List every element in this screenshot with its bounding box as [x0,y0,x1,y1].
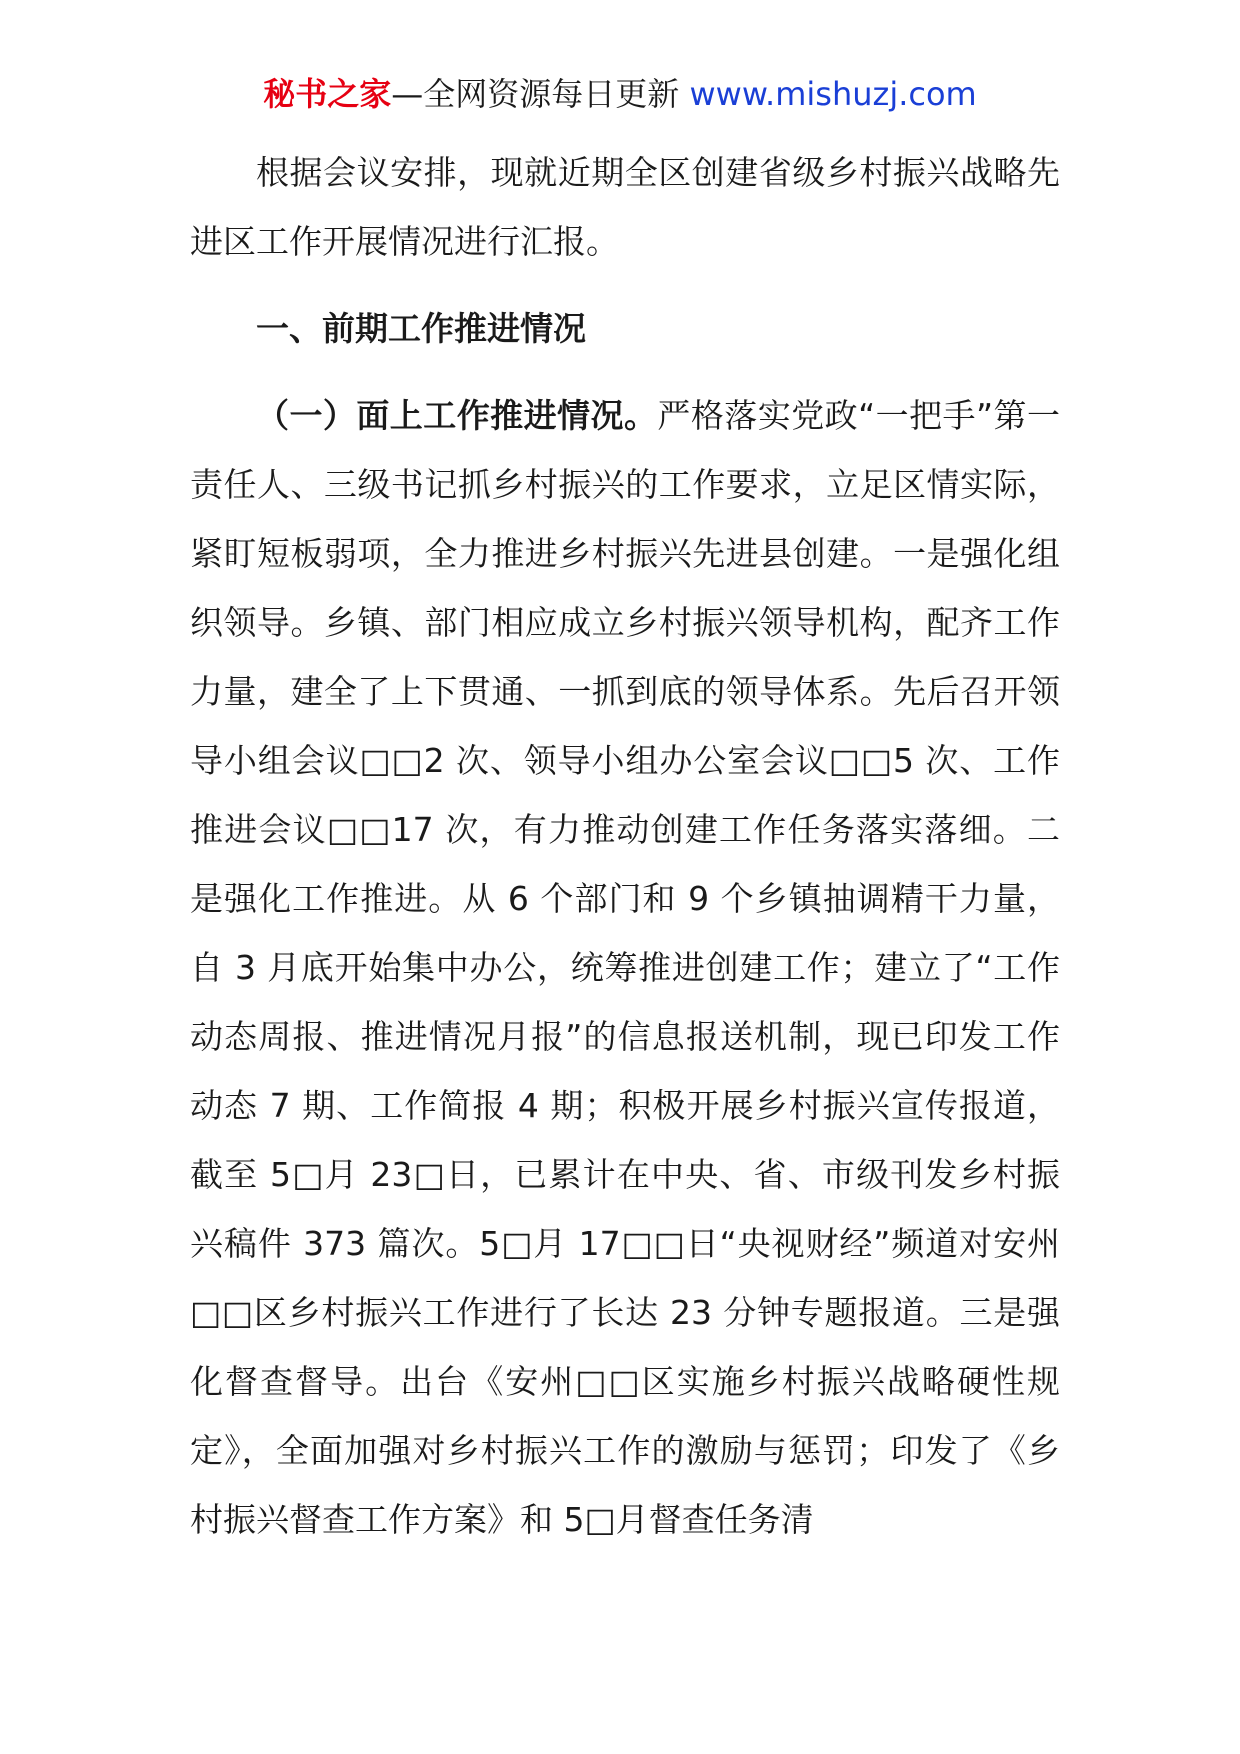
intro-paragraph: 根据会议安排，现就近期全区创建省级乡村振兴战略先进区工作开展情况进行汇报。 [190,153,1060,261]
document-body [190,138,1060,1554]
subsection-paragraph [190,381,1060,1554]
site-header [0,70,1240,118]
subsection-heading: （一）面上工作推进情况。 [256,396,658,435]
subsection-body: 严格落实党政“一把手”第一责任人、三级书记抓乡村振兴的工作要求，立足区情实际，紧盯短板弱项，全力推进乡村振兴先进县创建。一是强化组织领导。乡镇、部门相应成立乡村振兴领导机构，配齐工作力量，建全了上下贯通、一抓到底的领导体系。先后召开领导小组会议□□2 次、领导小组办公室会议□□5 次、工作推进会议□□17 次，有力推动创建工作任务落实落细。二是强化工作推进。从 6 个部门和 9 个乡镇抽调精干力量，自 3 月底开始集中办公，统筹推进创建工作；建立了“工作动态周报、推进情况月报”的信息报送机制，现已印发工作动态 7 期、工作简报 4 期；积极开展乡村振兴宣传报道，截至 5□月 23□日，已累计在中央、省、市级刊发乡村振兴稿件 373 篇次。5□月 17□□日“央视财经”频道对安州□□区乡村振兴工作进行了长达 23 分钟专题报道。三是强化督查督导。出台《安州□□区实施乡村振兴战略硬性规定》，全面加强对乡村振兴工作的激励与惩罚；印发了《乡村振兴督查工作方案》和 5□月督查任务清 [190,396,1061,1539]
site-url-link[interactable]: www.mishuzj.com [689,75,977,113]
site-brand: 秘书之家 [263,75,392,113]
section-heading: 一、前期工作推进情况 [256,309,586,348]
site-tagline: —全网资源每日更新 [391,75,690,113]
